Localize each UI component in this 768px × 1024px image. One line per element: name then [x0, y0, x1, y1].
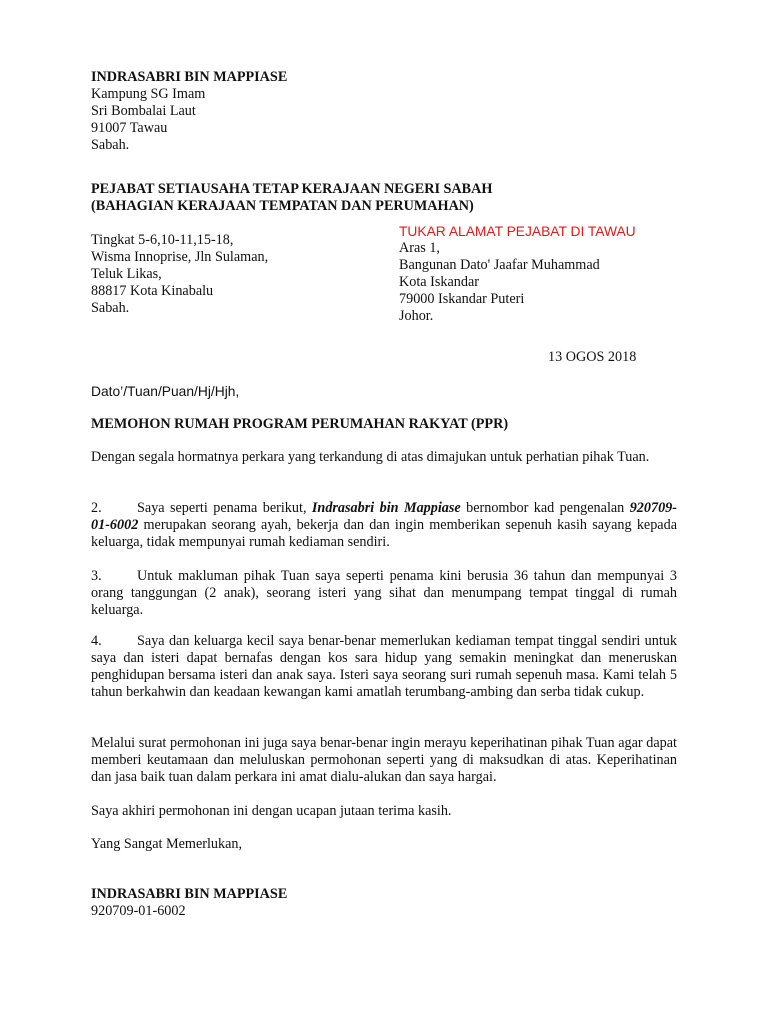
recipient-address-line: Sabah. [91, 300, 130, 316]
address-change-notice: TUKAR ALAMAT PEJABAT DI TAWAU [399, 224, 636, 239]
paragraph-5-text: Melalui surat permohonan ini juga saya benar-benar ingin merayu keperihatinan pihak Tuan agar dapat memberi keutamaan dan meluluskan permohonan seperti yang di maksudkan di atas. Keperihatinan dan jasa baik tuan dalam perkara ini amat dialu-alukan dan saya hargai. [91, 735, 677, 785]
paragraph-4-body: Saya dan keluarga kecil saya benar-benar memerlukan kediaman tempat tinggal sendiri untuk saya dan isteri dapat bernafas dengan kos sara hidup yang semakin meningkat dan meneruskan penghidupan bersama isteri dan anak saya. Isteri saya seorang suri rumah sepenuh masa. Kami telah 5 tahun berkahwin dan keadaan kewangan kami amatlah terumbang-ambing dan serba tidak cukup. [91, 633, 677, 700]
paragraph-2-rest: merupakan seorang ayah, bekerja dan dan ingin memberikan sepenuh kasih sayang kepada keluarga, tidak mempunyai rumah kediaman sendiri. [91, 517, 677, 550]
paragraph-2-intro: Saya seperti penama berikut, [137, 500, 312, 516]
paragraph-number: 4. [91, 633, 102, 649]
sender-address-line: Sri Bombalai Laut [91, 103, 196, 119]
subject-block [91, 416, 677, 433]
recipient-address-line: Teluk Likas, [91, 266, 162, 282]
letter-date: 13 OGOS 2018 [548, 349, 637, 365]
paragraph-3 [91, 568, 677, 619]
sender-name: INDRASABRI BIN MAPPIASE [91, 69, 288, 85]
paragraph-5 [91, 735, 677, 786]
closing-text: Saya akhiri permohonan ini dengan ucapan jutaan terima kasih. [91, 803, 452, 819]
sender-address-line: Kampung SG Imam [91, 86, 206, 102]
alt-address-line: Kota Iskandar [399, 274, 479, 290]
sender-address-line: 91007 Tawau [91, 120, 168, 136]
applicant-name: Indrasabri bin Mappiase [311, 500, 461, 516]
signatory-ic: 920709-01-6002 [91, 903, 186, 919]
recipient-address [91, 232, 371, 317]
signatory-name: INDRASABRI BIN MAPPIASE [91, 886, 288, 902]
paragraph-4 [91, 633, 677, 701]
recipient-address-line: 88817 Kota Kinabalu [91, 283, 214, 299]
recipient-office [91, 181, 677, 215]
sign-off: Yang Sangat Memerlukan, [91, 836, 243, 852]
alt-address-line: 79000 Iskandar Puteri [399, 291, 525, 307]
alt-address-block [399, 223, 699, 325]
alt-address-line: Johor. [399, 308, 434, 324]
paragraph-4-text [91, 633, 677, 701]
paragraph-3-body: Untuk makluman pihak Tuan saya seperti penama kini berusia 36 tahun dan mempunyai 3 orang tanggungan (2 anak), seorang isteri yang sihat dan menumpang tempat tinggal di rumah keluarga. [91, 568, 677, 618]
sender-address-line: Sabah. [91, 137, 130, 153]
paragraph-number: 2. [91, 500, 102, 516]
paragraph-number: 3. [91, 568, 102, 584]
intro-text: Dengan segala hormatnya perkara yang terkandung di atas dimajukan untuk perhatian pihak Tuan. [91, 449, 650, 465]
letter-subject: MEMOHON RUMAH PROGRAM PERUMAHAN RAKYAT (PPR) [91, 416, 509, 432]
signatory-block [91, 886, 677, 920]
recipient-office-line-1: PEJABAT SETIAUSAHA TETAP KERAJAAN NEGERI SABAH [91, 181, 493, 197]
applicant-ic: 920709-01-6002 [91, 500, 677, 533]
paragraph-2-text [91, 500, 677, 551]
closing-block [91, 803, 677, 820]
paragraph-3-text [91, 568, 677, 619]
alt-address-line: Aras 1, [399, 240, 440, 256]
recipient-address-line: Wisma Innoprise, Jln Sulaman, [91, 249, 269, 265]
paragraph-2-ic-label: bernombor kad pengenalan [460, 500, 630, 516]
recipient-address-line: Tingkat 5-6,10-11,15-18, [91, 232, 234, 248]
sender-block [91, 69, 677, 154]
salutation-block [91, 383, 677, 400]
recipient-office-line-2: (BAHAGIAN KERAJAAN TEMPATAN DAN PERUMAHAN) [91, 198, 474, 214]
paragraph-intro [91, 449, 677, 466]
paragraph-2 [91, 500, 677, 551]
salutation: Dato’/Tuan/Puan/Hj/Hjh, [91, 384, 240, 399]
sign-off-block [91, 836, 677, 853]
alt-address-line: Bangunan Dato' Jaafar Muhammad [399, 257, 600, 273]
